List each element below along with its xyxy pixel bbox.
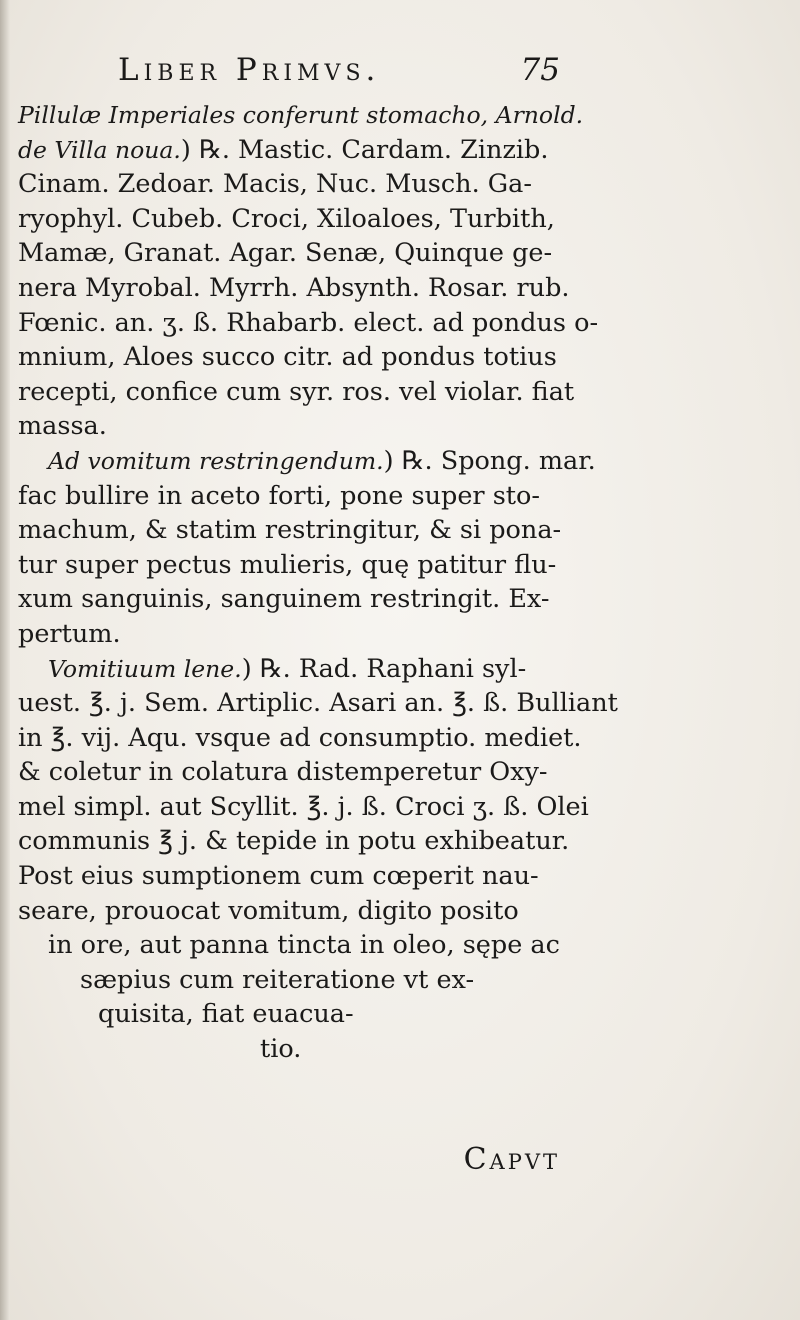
page-number: 75 <box>520 52 560 88</box>
tail-line: sæpius cum reiteratione vt ex- <box>80 964 475 995</box>
text-line <box>18 859 558 894</box>
text-line <box>18 98 584 133</box>
line-text: ) ℞. Rad. Raphani syl- <box>241 653 527 684</box>
line-text: xum sanguinis, sanguinem restringit. Ex- <box>18 584 550 615</box>
text-line <box>18 582 558 617</box>
text-line <box>18 721 582 756</box>
text-line <box>18 133 558 168</box>
line-text: recepti, confice cum syr. ros. vel violar. fiat <box>18 376 575 407</box>
line-text: nera Myrobal. Myrrh. Absynth. Rosar. rub. <box>18 272 570 303</box>
line-text: Cinam. Zedoar. Macis, Nuc. Musch. Ga- <box>18 169 532 200</box>
running-title: Liber Primvs. <box>118 52 381 88</box>
text-line <box>18 652 558 687</box>
italic-heading: Vomitiuum lene. <box>48 654 242 683</box>
line-text: communis ℥ j. & tepide in potu exhibeatur. <box>18 826 570 857</box>
tail-line: quisita, fiat euacua- <box>98 999 354 1030</box>
tail-line: tio. <box>260 1034 302 1065</box>
line-text: in ℥. vij. Aqu. vsque ad consumptio. mediet. <box>18 722 582 753</box>
text-line <box>18 375 575 410</box>
text-line <box>18 340 558 375</box>
text-line <box>18 444 596 479</box>
line-text: Post eius sumptionem cum cœperit nau- <box>18 861 539 892</box>
text-line <box>18 202 558 237</box>
text-line <box>18 513 562 548</box>
line-text: uest. ℥. j. Sem. Artiplic. Asari an. ℥. ß. Bulliant <box>18 688 618 719</box>
line-text: seare, prouocat vomitum, digito posito <box>18 895 519 926</box>
text-line <box>18 271 570 306</box>
line-text: pertum. <box>18 618 121 649</box>
text-line <box>18 548 558 583</box>
paragraphs <box>18 98 618 1067</box>
line-text: machum, & statim restringitur, & si pona- <box>18 515 562 546</box>
text-line <box>18 824 570 859</box>
tail-line: in ore, aut panna tincta in oleo, sępe ac <box>48 930 560 961</box>
text-line <box>18 686 618 721</box>
italic-heading: Pillulæ Imperiales conferunt stomacho, Arnold. <box>18 101 584 129</box>
catchword: Capvt <box>463 1142 560 1177</box>
text-line <box>18 790 589 825</box>
text-line <box>18 479 558 514</box>
line-text: & coletur in colatura distemperetur Oxy- <box>18 757 548 788</box>
paragraph <box>18 444 596 652</box>
text-line <box>18 236 558 271</box>
text-line <box>18 306 599 341</box>
line-text: Fœnic. an. ʒ. ß. Rhabarb. elect. ad pondus o- <box>18 307 599 338</box>
line-text: ) ℞. Mastic. Cardam. Zinzib. <box>180 134 549 165</box>
body-text <box>18 98 618 1067</box>
paragraph <box>18 652 618 1067</box>
line-text: ) ℞. Spong. mar. <box>383 445 596 476</box>
page-gutter-shadow <box>0 0 10 1320</box>
line-text: ryophyl. Cubeb. Croci, Xiloaloes, Turbith, <box>18 203 555 234</box>
italic-heading: de Villa noua. <box>18 135 181 164</box>
line-text: tur super pectus mulieris, quę patitur flu- <box>18 549 557 580</box>
line-text: mel simpl. aut Scyllit. ℥. j. ß. Croci ʒ. ß. Olei <box>18 791 589 822</box>
text-line <box>18 755 558 790</box>
text-line <box>18 894 558 929</box>
line-text: massa. <box>18 411 107 442</box>
line-text: mnium, Aloes succo citr. ad pondus totius <box>18 342 557 373</box>
line-text: fac bullire in aceto forti, pone super sto- <box>18 480 541 511</box>
page-header <box>118 52 560 92</box>
text-line <box>18 167 558 202</box>
line-text: Mamæ, Granat. Agar. Senæ, Quinque ge- <box>18 238 553 269</box>
text-line <box>18 617 558 652</box>
text-line <box>18 409 558 444</box>
italic-heading: Ad vomitum restringendum. <box>48 446 384 475</box>
paragraph <box>18 98 599 444</box>
